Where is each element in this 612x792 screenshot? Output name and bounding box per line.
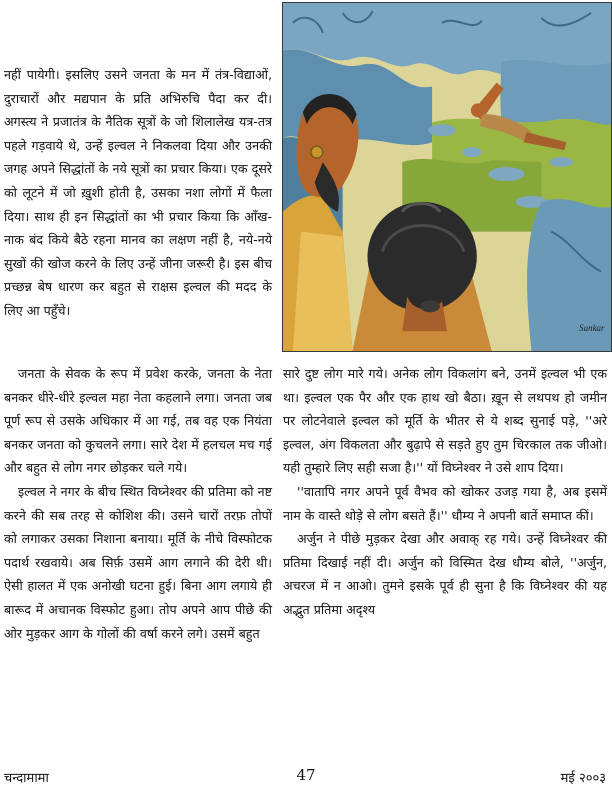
magazine-name: चन्दामामा (4, 771, 49, 786)
story-illustration (282, 2, 612, 352)
paragraph: जनता के सेवक के रूप में प्रवेश करके, जनता के नेता बनकर धीरे-धीरे इल्वल महा नेता कहलाने लगा। जनता जब पूर्ण रूप से उसके अधिकार में आ गई, तब वह एक नियंता बनकर जनता को कुचलने लगा। सारे देश में हलचल मच गई और बहुत से लोग नगर छोड़कर चले गये। (4, 366, 272, 476)
issue-date: मई २००३ (560, 771, 606, 786)
page-number: 47 (296, 766, 316, 784)
page-footer (0, 768, 612, 790)
paragraph: अर्जुन ने पीछे मुड़कर देखा और अवाक् रह गये। उन्हें विघ्नेश्वर की प्रतिमा दिखाई नहीं दी। अर्जुन को विस्मित देख धौम्य बोले, ''अर्जुन, अचरज में न आओ। तुमने इसके पूर्व ही सुना है कि विघ्नेश्वर की यह अद्भुत प्रतिमा अदृश्य (283, 531, 607, 617)
paragraph: इल्वल ने नगर के बीच स्थित विघ्नेश्वर की प्रतिमा को नष्ट करने की सब तरह से कोशिश की। उसने चारों तरफ़ तोपों को लगाकर उसका निशाना बनाया। मूर्ति के नीचे विस्फोटक पदार्थ रखवाये। अब सिर्फ़ उसमें आग लगाने की देरी थी। ऐसी हालत में एक अनोखी घटना हुई। बिना आग लगाये ही बारूद में अचानक विस्फोट हुआ। तोप अपने आप पीछे की ओर मुड़कर आग के गोलों की वर्षा करने लगे। उसमें बहुत (4, 483, 272, 641)
paragraph: सारे दुष्ट लोग मारे गये। अनेक लोग विकलांग बने, उनमें इल्वल भी एक था। इल्वल एक पैर और एक हाथ खो बैठा। ख़ून से लथपथ हो जमीन पर लोटनेवाले इल्वल को मूर्ति के भीतर से ये शब्द सुनाई पड़े, ''अरे इल्वल, अंग विकलता और बुढ़ापे से सड़ते हुए तुम चिरकाल तक जीओ। यही तुम्हारे लिए सही सजा है।'' यों विघ्नेश्वर ने उसे शाप दिया। (283, 366, 607, 476)
artist-signature: Sankar (579, 323, 605, 334)
paragraph: नहीं पायेगी। इसलिए उसने जनता के मन में तंत्र-विद्याओं, दुराचारों और मद्यपान के प्रति अभिरुचि पैदा कर दी। अगस्त्य ने प्रजातंत्र के नैतिक सूत्रों के जो शिलालेख यत्र-तत्र पहले गड़वाये थे, उन्हें इल्वल ने निकलवा दिया और उनकी जगह अपने सिद्धांतों के नये सूत्रों का प्रचार किया। एक दूसरे को लूटने में जो ख़ुशी होती है, उसका नशा लोगों में फैला दिया। साथ ही इन सिद्धांतों का भी प्रचार किया कि आँख-नाक बंद किये बैठे रहना मानव का लक्षण नहीं है, नये-नये सुखों की खोज करने के लिए उन्हें जीना जरूरी है। इस बीच प्रच्छन्न बेष धारण कर बहुत से राक्षस इल्वल की मदद के लिए आ पहुँचे। (4, 67, 272, 318)
paragraph: ''वातापि नगर अपने पूर्व वैभव को खोकर उजड़ गया है, अब इसमें नाम के वास्ते थोड़े से लोग बसते हैं।'' धौम्य ने अपनी बातें समाप्त कीं। (283, 483, 607, 523)
right-column-text (283, 362, 607, 622)
left-column-bottom-text (4, 362, 272, 645)
left-column-top-text (4, 63, 272, 323)
